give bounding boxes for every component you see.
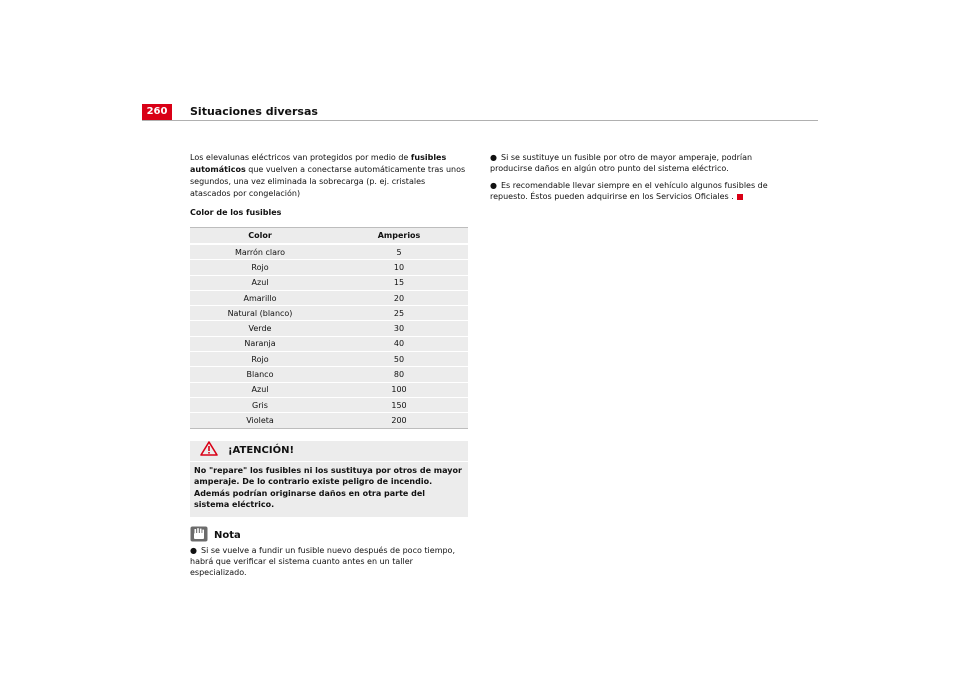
cell-amperage: 20 [393,293,405,303]
bullet-icon: ● [490,181,497,190]
warning-body: No "repare" los fusibles ni los sustituya por otros de mayor amperaje. De lo contrario existe peligro de incendio. Además podrían originarse daños en otra parte del sistema eléctrico. [194,465,462,510]
cell-color: Verde [248,324,272,334]
list-item [490,152,790,174]
cell-amperage: 50 [393,354,405,364]
cell-amperage: 150 [391,400,407,410]
list-item-text: Si se sustituye un fusible por otro de mayor amperaje, podrían producirse daños en algún otro punto del sistema eléctrico. [490,153,753,173]
cell-amperage: 10 [393,262,405,272]
cell-color: Marrón claro [234,247,286,257]
cell-color: Gris [252,400,268,410]
page-number: 260 [142,104,172,120]
note-hand-icon [190,526,208,546]
table-row [190,337,468,352]
table-row [190,276,468,291]
fuse-color-table [190,227,468,429]
cell-amperage: 80 [393,370,405,380]
cell-color: Azul [251,278,269,288]
table-row [190,413,468,427]
table-row [190,306,468,321]
table-row [190,352,468,367]
warning-title: ¡ATENCIÓN! [228,445,295,457]
cell-amperage: 40 [393,339,405,349]
list-item [490,180,790,202]
table-row [190,367,468,382]
note-item-text: Si se vuelve a fundir un fusible nuevo después de poco tiempo, habrá que verificar el sistema cuanto antes en un taller especializado. [190,545,455,577]
note-item [190,545,468,578]
right-column [490,152,790,208]
section-title: Situaciones diversas [190,105,318,118]
cell-color: Naranja [244,339,276,349]
warning-triangle-icon [200,441,218,460]
cell-amperage: 15 [393,278,405,288]
column-header-color: Color [248,231,272,240]
list-item-text: Es recomendable llevar siempre en el vehículo algunos fusibles de repuesto. Éstos pueden adquirirse en los Servicios Oficiales . [490,181,768,201]
table-row [190,245,468,260]
intro-bold-term: fusibles automáticos [190,153,447,174]
intro-paragraph [190,152,468,200]
bullet-icon: ● [190,545,197,555]
intro-text-2: que vuelven a conectarse automáticamente tras unos segundos, una vez eliminada la sobrecarga (p. ej. cristales atascados por congelación) [190,165,466,198]
bullet-icon: ● [490,153,497,162]
note-header [190,527,468,545]
cell-color: Violeta [246,415,274,425]
cell-amperage: 100 [391,385,407,395]
note-section [190,527,468,578]
cell-amperage: 5 [396,247,402,257]
table-row [190,383,468,398]
table-header-row [190,228,468,245]
note-title: Nota [214,530,241,542]
end-of-section-marker-icon [737,194,743,200]
table-subheading: Color de los fusibles [190,208,282,217]
table-row [190,398,468,413]
cell-color: Blanco [246,370,274,380]
table-row [190,291,468,306]
column-header-amperage: Amperios [377,231,421,240]
page-header [142,104,818,120]
cell-color: Rojo [251,354,269,364]
left-column [190,152,468,578]
cell-color: Amarillo [243,293,277,303]
cell-amperage: 25 [393,308,405,318]
cell-color: Rojo [251,262,269,272]
cell-amperage: 200 [391,415,407,425]
warning-box [190,441,468,517]
table-row [190,260,468,275]
cell-amperage: 30 [393,324,405,334]
cell-color: Natural (blanco) [227,308,293,318]
warning-header [190,441,468,462]
table-row [190,321,468,336]
intro-text-1: Los elevalunas eléctricos van protegidos por medio de [190,153,411,162]
header-rule [142,120,818,121]
cell-color: Azul [251,385,269,395]
